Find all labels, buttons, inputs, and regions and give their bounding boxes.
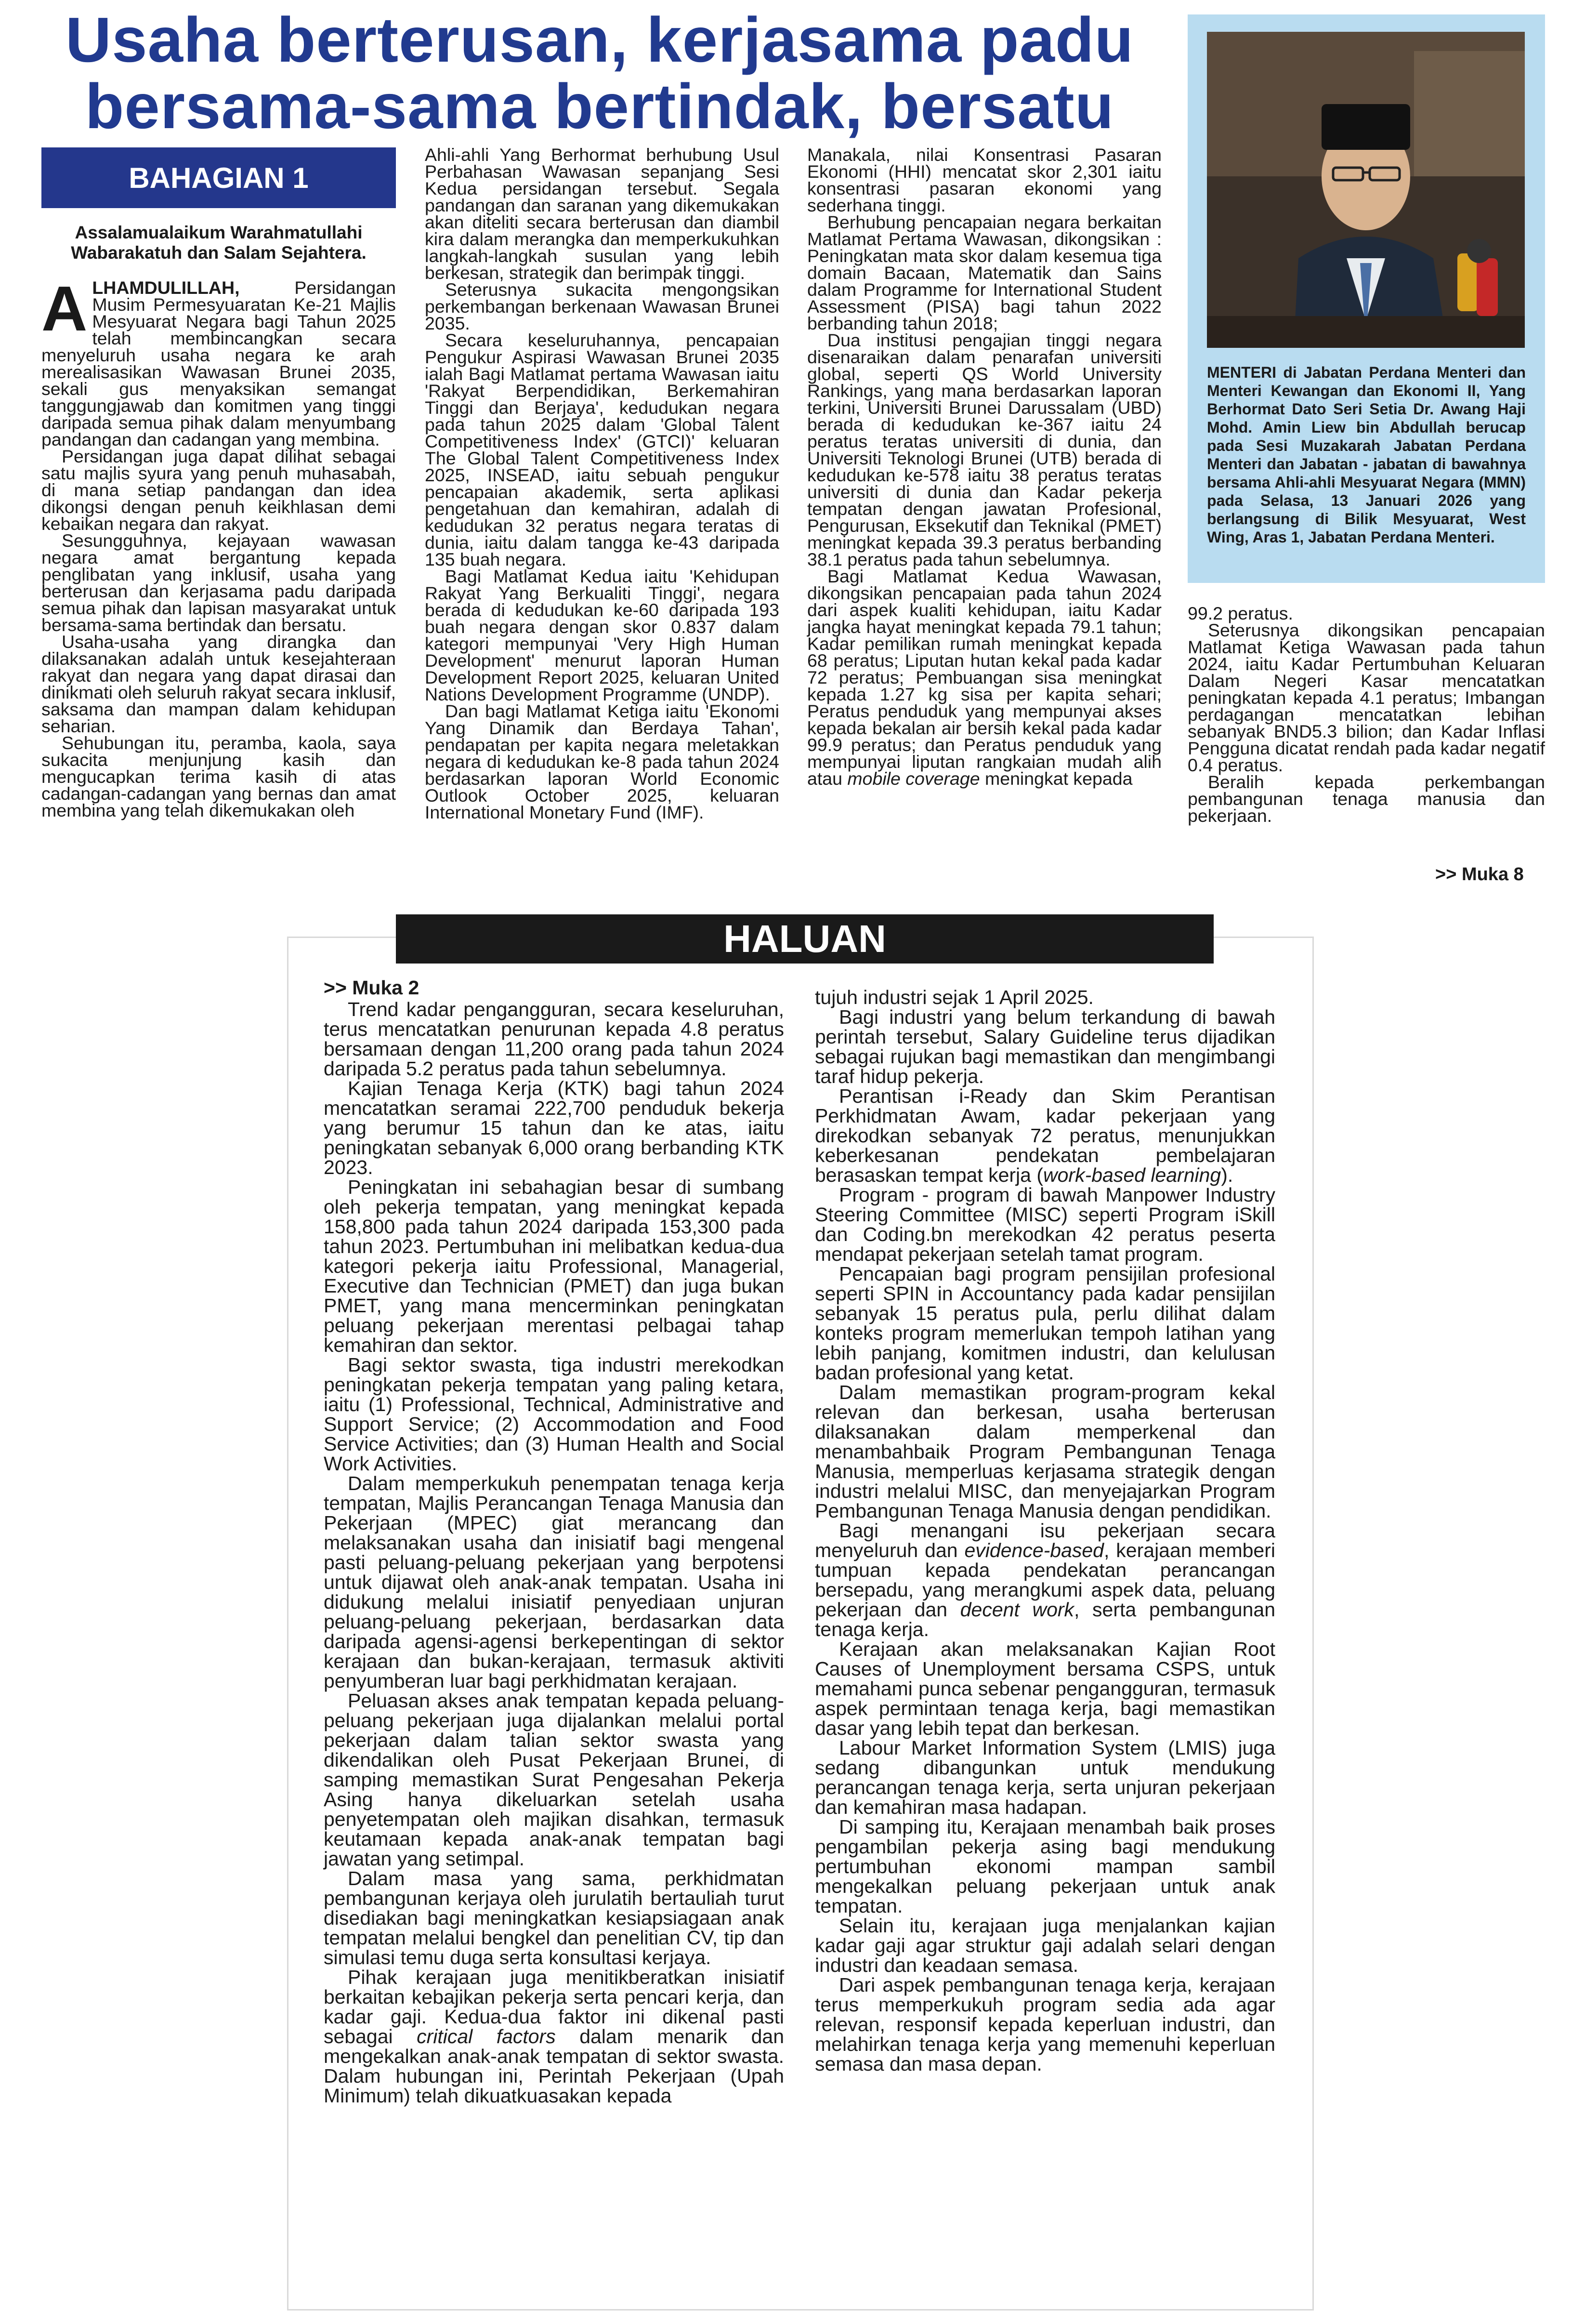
paragraph: Ahli-ahli Yang Berhormat berhubung Usul Perbahasan Wawasan sepanjang Sesi Kedua persidangan tersebut. Segala pandangan dan saranan yang dikemukakan akan diteliti secara berterusan dan diambil kira dalam merangka dan memperkukuhkan langkah-langkah susulan yang lebih berkesan, strategik dan berimpak tinggi. <box>425 145 779 283</box>
paragraph: Labour Market Information System (LMIS) juga sedang dibangunkan untuk mendukung perancangan tenaga kerja, serta unjuran pekerjaan dan kemahiran masa hadapan. <box>815 1737 1275 1818</box>
paragraph: Dalam masa yang sama, perkhidmatan pembangunan kerjaya oleh jurulatih bertauliah turut disediakan bagi meningkatkan kesiapsiagaan anak tempatan melalui bengkel dan penelitian CV, tip dan simulasi temu duga serta konsultasi kerjaya. <box>324 1867 784 1968</box>
paragraph: Kajian Tenaga Kerja (KTK) bagi tahun 2024 mencatatkan seramai 222,700 penduduk bekerja yang berumur 15 tahun dan ke atas, iaitu peningkatan sebanyak 6,000 orang berbanding KTK 2023. <box>324 1077 784 1178</box>
paragraph: Di samping itu, Kerajaan menambah baik proses pengambilan pekerja asing bagi mendukung pertumbuhan ekonomi mampan sambil mengekalkan peluang pekerjaan untuk anak tempatan. <box>815 1816 1275 1917</box>
paragraph: Usaha-usaha yang dirangka dan dilaksanakan adalah untuk kesejahteraan rakyat dan negara yang dapat dirasai dan dinikmati oleh seluruh rakyat secara inklusif, saksama dan mampan dalam kehidupan seharian. <box>41 632 396 736</box>
paragraph: Bagi industri yang belum terkandung di bawah perintah tersebut, Salary Guideline terus dijadikan sebagai rujukan bagi memastikan dan mengimbangi taraf hidup pekerja. <box>815 1006 1275 1087</box>
paragraph <box>815 1521 1275 1639</box>
paragraph: Dari aspek pembangunan tenaga kerja, kerajaan terus memperkukuh program sedia ada agar relevan, responsif kepada keperluan industri, dan melahirkan tenaga kerja yang memenuhi keperluan semasa dan masa depan. <box>815 1974 1275 2075</box>
paragraph: Berhubung pencapaian negara berkaitan Matlamat Pertama Wawasan, dikongsikan : Peningkatan mata skor dalam kesemua tiga domain Bacaan, Matematik dan Sains dalam Programme for International Student Assessment (PISA) bagi tahun 2022 berbanding tahun 2018; <box>807 212 1162 333</box>
paragraph: Persidangan juga dapat dilihat sebagai satu majlis syura yang penuh muhasabah, di mana setiap pandangan dan idea dikongsi dengan penuh keikhlasan demi kebaikan negara dan rakyat. <box>41 446 396 534</box>
paragraph: Dalam memastikan program-program kekal relevan dan berkesan, usaha berterusan dilaksanakan dalam memperkenal dan menambahbaik Program Pembangunan Tenaga Manusia, memperluas kerjasama strategik dengan industri melalui MISC, dan menyejajarkan Program Pembangunan Tenaga Manusia dengan pendidikan. <box>815 1381 1275 1522</box>
lead-caps: LHAMDULILLAH, <box>92 277 240 298</box>
article-column-3 <box>807 146 1162 787</box>
paragraph: Seterusnya dikongsikan pencapaian Matlamat Ketiga Wawasan pada tahun 2024, iaitu Kadar Pertumbuhan Keluaran Dalam Negeri Kasar mencatatkan peningkatan kepada 4.1 peratus; Imbangan perdagangan mencatatkan lebihan sebanyak BND5.3 bilion; dan Kadar Inflasi Pengguna dicatat rendah pada kadar negatif 0.4 peratus. <box>1188 620 1545 775</box>
headline-line-1: Usaha berterusan, kerjasama padu <box>65 4 1134 75</box>
paragraph <box>41 273 396 449</box>
haluan-column-2 <box>815 988 1275 2074</box>
paragraph-text: Bagi menangani isu pekerjaan secara menyeluruh dan <box>815 1519 1275 1561</box>
paragraph: Trend kadar pengangguran, secara keseluruhan, terus mencatatkan penurunan kepada 4.8 peratus bersamaan dengan 11,200 orang pada tahun 2024 daripada 5.2 peratus pada tahun sebelumnya. <box>324 998 784 1080</box>
paragraph-text: , serta pembangunan tenaga kerja. <box>815 1598 1275 1640</box>
italic-term: critical factors <box>417 2025 556 2047</box>
section-label: BAHAGIAN 1 <box>41 147 396 208</box>
paragraph: Manakala, nilai Konsentrasi Pasaran Ekonomi (HHI) mencatat skor 2,301 iaitu konsentrasi pasaran ekonomi yang sederhana tinggi. <box>807 145 1162 215</box>
haluan-column-1 <box>324 978 784 2106</box>
paragraph: Selain itu, kerajaan juga menjalankan kajian kadar gaji agar struktur gaji adalah selari dengan industri dan keadaan semasa. <box>815 1915 1275 1976</box>
continued-page-link: >> Muka 8 <box>1435 864 1524 885</box>
italic-term: mobile coverage <box>847 768 980 789</box>
headline-line-2: bersama-sama bertindak, bersatu <box>85 71 1114 142</box>
minister-photo-illustration <box>1207 32 1525 348</box>
photo-caption: MENTERI di Jabatan Perdana Menteri dan Menteri Kewangan dan Ekonomi II, Yang Berhormat Dato Seri Setia Dr. Awang Haji Mohd. Amin Liew bin Abdullah berucap pada Sesi Muzakarah Jabatan Perdana Menteri dan Jabatan - jabatan di bawahnya bersama Ahli-ahli Mesyuarat Negara (MMN) pada Selasa, 13 Januari 2026 yang berlangsung di Bilik Mesyuarat, West Wing, Aras 1, Jabatan Perdana Menteri. <box>1207 364 1526 546</box>
minister-photo <box>1207 32 1525 348</box>
italic-term: decent work <box>960 1598 1074 1621</box>
paragraph: Program - program di bawah Manpower Industry Steering Committee (MISC) seperti Program iSkill dan Coding.bn merekodkan 42 peratus peserta mendapat pekerjaan setelah tamat program. <box>815 1184 1275 1265</box>
paragraph <box>324 1967 784 2106</box>
headline <box>29 4 1170 142</box>
continued-from-link: >> Muka 2 <box>324 977 419 999</box>
paragraph: Peningkatan ini sebahagian besar di sumbang oleh pekerja tempatan, yang meningkat kepada 158,800 pada tahun 2024 daripada 153,300 pada tahun 2023. Pertumbuhan ini melibatkan kedua-dua kategori pekerja iaitu Professional, Managerial, Executive dan Technician (PMET) dan juga bukan PMET, yang mana mencerminkan peningkatan peluang pekerjaan merentasi pelbagai tahap kemahiran dan sektor. <box>324 1176 784 1356</box>
paragraph: Dalam memperkukuh penempatan tenaga kerja tempatan, Majlis Perancangan Tenaga Manusia dan Pekerjaan (MPEC) giat merancang dan melaksanakan usaha dan inisiatif bagi mengenal pasti peluang-peluang pekerjaan yang berpotensi untuk dijawat oleh anak-anak tempatan. Usaha ini didukung melalui inisiatif penyediaan unjuran peluang-peluang pekerjaan, berdasarkan data daripada agensi-agensi berkepentingan di sektor kerajaan dan bukan-kerajaan, termasuk aktiviti penyumberan luar bagi perkhidmatan kerajaan. <box>324 1472 784 1692</box>
paragraph: Dua institusi pengajian tinggi negara disenaraikan dalam penarafan universiti global, seperti QS World University Rankings, yang mana berdasarkan laporan terkini, Universiti Brunei Darussalam (UBD) berada di kedudukan ke-367 iaitu 24 peratus teratas universiti di dunia, dan Universiti Teknologi Brunei (UTB) berada di kedudukan ke-578 iaitu 38 peratus teratas universiti di dunia dan Kadar pekerja tempatan dengan jawatan Profesional, Pengurusan, Eksekutif dan Teknikal (PMET) meningkat kepada 39.3 peratus berbanding 38.1 peratus pada tahun sebelumnya. <box>807 330 1162 569</box>
italic-term: work-based learning <box>1043 1164 1221 1186</box>
paragraph: tujuh industri sejak 1 April 2025. <box>815 986 1094 1008</box>
paragraph: Secara keseluruhannya, pencapaian Pengukur Aspirasi Wawasan Brunei 2035 ialah Bagi Matlamat pertama Wawasan iaitu 'Rakyat Berpendidikan, Berkemahiran Tinggi dan Berjaya', kedudukan negara pada tahun 2025 dalam 'Global Talent Competitiveness Index' (GTCI)' keluaran The Global Talent Competitiveness Index 2025, INSEAD, iaitu sebuah pengukur pencapaian akademik, serta aplikasi pengetahuan dan kemahiran, adalah di kedudukan 32 peratus negara teratas di dunia, iaitu dalam tangga ke-43 daripada 135 buah negara. <box>425 330 779 569</box>
haluan-title: HALUAN <box>396 914 1214 964</box>
paragraph: Kerajaan akan melaksanakan Kajian Root Causes of Unemployment bersama CSPS, untuk memahami punca sebenar pengangguran, termasuk aspek permintaan tenaga kerja, bagi memastikan dasar yang lebih tepat dan berkesan. <box>815 1638 1275 1739</box>
paragraph-text: Bagi Matlamat Kedua Wawasan, dikongsikan pencapaian pada tahun 2024 dari aspek kualiti kehidupan, iaitu Kadar jangka hayat meningkat kepada 79.1 tahun; Kadar pemilikan rumah meningkat kepada 68 peratus; Liputan hutan kekal pada kadar 72 peratus; Pembuangan sisa meningkat kepada 1.27 kg sisa per kapita sehari; Peratus penduduk yang mempunyai akses kepada bekalan air bersih kekal pada kadar 99.9 peratus; dan Peratus penduduk yang mempunyai liputan rangkaian mudah alih atau <box>807 566 1162 789</box>
paragraph: Sehubungan itu, peramba, kaola, saya sukacita menjunjung kasih dan mengucapkan terima kasih di atas cadangan-cadangan yang bernas dan amat membina yang telah dikemukakan oleh <box>41 733 396 820</box>
paragraph-text: , kerajaan memberi tumpuan kepada pendekatan perancangan bersepadu, yang merangkumi aspek data, peluang pekerjaan dan <box>815 1539 1275 1621</box>
paragraph: Sesungguhnya, kejayaan wawasan negara amat bergantung kepada penglibatan yang inklusif, usaha yang berterusan dan kerjasama padu daripada semua pihak dan lapisan masyarakat untuk bersama-sama bertindak dan bersatu. <box>41 530 396 635</box>
paragraph: Dan bagi Matlamat Ketiga iaitu 'Ekonomi Yang Dinamik dan Berdaya Tahan', pendapatan per kapita negara meletakkan negara di kedudukan ke-8 pada tahun 2024 berdasarkan laporan World Economic Outlook October 2025, keluaran International Monetary Fund (IMF). <box>425 701 779 822</box>
paragraph: Bagi sektor swasta, tiga industri merekodkan peningkatan pekerja tempatan yang paling ketara, iaitu (1) Professional, Technical, Administrative and Support Service; (2) Accommodation and Food Service Activities; dan (3) Human Health and Social Work Activities. <box>324 1354 784 1475</box>
paragraph <box>807 568 1162 787</box>
greeting: Assalamualaikum Warahmatullahi Wabarakatuh dan Salam Sejahtera. <box>71 223 367 263</box>
paragraph-text: dalam menarik dan mengekalkan anak-anak tempatan di sektor swasta. Dalam hubungan ini, Perintah Pekerjaan (Upah Minimum) telah dikuatkuasakan kepada <box>324 2025 784 2107</box>
paragraph: Pencapaian bagi program pensijilan profesional seperti SPIN in Accountancy pada kadar pensijilan sebanyak 15 peratus pula, perlu dilihat dalam konteks program memerlukan tempoh latihan yang lebih panjang, komitmen industri, dan kelulusan badan profesional yang ketat. <box>815 1263 1275 1384</box>
paragraph: Peluasan akses anak tempatan kepada peluang-peluang pekerjaan juga dijalankan melalui portal pekerjaan dalam talian sektor swasta yang dikendalikan oleh Pusat Pekerjaan Brunei, di samping memastikan Surat Pengesahan Pekerja Asing hanya dikeluarkan setelah usaha penyetempatan oleh majikan disahkan, termasuk keutamaan kepada anak-anak tempatan bagi jawatan yang setimpal. <box>324 1690 784 1870</box>
drop-cap: A <box>41 273 88 344</box>
article-column-4 <box>1188 605 1545 824</box>
paragraph-text: Perantisan i-Ready dan Skim Perantisan Perkhidmatan Awam, kadar pekerjaan yang direkodkan sebanyak 72 peratus, menunjukkan keberkesanan pendekatan pembelajaran berasaskan tempat kerja ( <box>815 1085 1275 1186</box>
paragraph: 99.2 peratus. <box>1188 603 1293 623</box>
paragraph: Beralih kepada perkembangan pembangunan tenaga manusia dan pekerjaan. <box>1188 772 1545 826</box>
photo-box <box>1188 14 1545 583</box>
italic-term: evidence-based <box>964 1539 1104 1561</box>
paragraph-text: Pihak kerajaan juga menitikberatkan inisiatif berkaitan kebajikan pekerja serta pencari kerja, dan kadar gaji. Kedua-dua faktor ini dikenal pasti sebagai <box>324 1966 784 2047</box>
article-column-1 <box>41 273 396 820</box>
paragraph <box>815 1086 1275 1185</box>
paragraph-text: Persidangan Musim Permesyuaratan Ke-21 Majlis Mesyuarat Negara bagi Tahun 2025 telah membincangkan secara menyeluruh usaha negara ke arah merealisasikan Wawasan Brunei 2035, sekali gus menyaksikan semangat tanggungjawab dan komitmen yang tinggi daripada semua pihak dalam menyumbang pandangan dan cadangan yang membina. <box>41 277 396 449</box>
paragraph-text: meningkat kepada <box>980 768 1133 789</box>
article-column-2 <box>425 146 779 821</box>
paragraph: Bagi Matlamat Kedua iaitu 'Kehidupan Rakyat Yang Berkualiti Tinggi', negara berada di kedudukan ke-60 daripada 193 buah negara dengan skor 0.837 dalam kategori mempunyai 'Very High Human Development' menurut laporan Human Development Report 2025, keluaran United Nations Development Programme (UNDP). <box>425 566 779 704</box>
paragraph: Seterusnya sukacita mengongsikan perkembangan berkenaan Wawasan Brunei 2035. <box>425 279 779 333</box>
paragraph-text: ). <box>1221 1164 1233 1186</box>
